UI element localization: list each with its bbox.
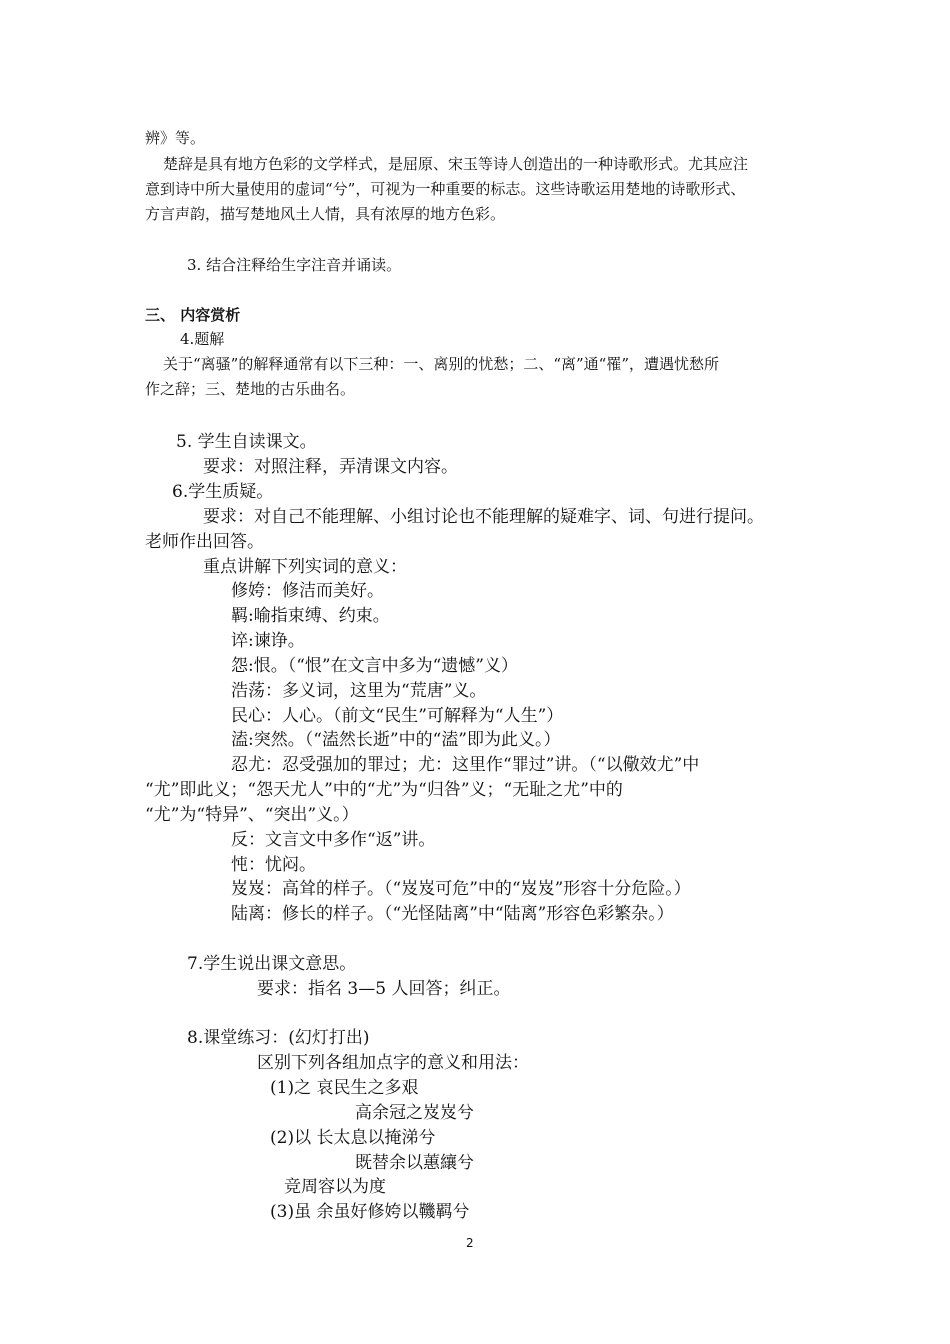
text-line: 老师作出回答。 [145,532,264,552]
page-number: 2 [466,1236,474,1250]
vocab-entry: 羁:喻指束缚、约束。 [231,606,390,626]
list-item: 7.学生说出课文意思。 [187,954,357,974]
text-line: 要求：指名 3—5 人回答；纠正。 [257,979,511,999]
text-line: 区别下列各组加点字的意义和用法： [257,1053,529,1073]
text-line: 方言声韵，描写楚地风土人情，具有浓厚的地方色彩。 [145,205,506,223]
list-item: 3. 结合注释给生字注音并诵读。 [187,256,402,274]
exercise-item: (2)以 长太息以掩涕兮 [270,1128,436,1148]
exercise-item: 既替余以蕙纕兮 [355,1153,474,1173]
vocab-entry: 怨:恨。（“恨”在文言中多为“遗憾”义） [231,656,518,676]
text-line: 要求：对自己不能理解、小组讨论也不能理解的疑难字、词、句进行提问。 [203,507,764,527]
vocab-entry: 陆离：修长的样子。（“光怪陆离”中“陆离”形容色彩繁杂。） [231,904,674,924]
exercise-item: (3)虽 余虽好修姱以鞿羁兮 [270,1202,470,1222]
text-line: 要求：对照注释，弄清课文内容。 [203,457,458,477]
vocab-entry: “尤”即此义；“怨天尤人”中的“尤”为“归咎”义；“无耻之尤”中的 [145,780,623,800]
section-heading: 三、 内容赏析 [145,306,241,324]
text-line: 意到诗中所大量使用的虚词“兮”，可视为一种重要的标志。这些诗歌运用楚地的诗歌形式、 [145,180,746,198]
vocab-entry: 忳：忧闷。 [231,855,316,875]
text-line: 楚辞是具有地方色彩的文学样式，是屈原、宋玉等诗人创造出的一种诗歌形式。尤其应注 [163,155,749,173]
sub-heading: 4.题解 [180,330,225,348]
vocab-entry: 溘:突然。（“溘然长逝”中的“溘”即为此义。） [231,730,561,750]
text-line: 重点讲解下列实词的意义： [203,557,407,577]
vocab-entry: 忍尤：忍受强加的罪过；尤：这里作“罪过”讲。（“以儆效尤”中 [231,755,700,775]
list-item: 8.课堂练习：(幻灯打出) [187,1028,370,1048]
vocab-entry: 谇:谏诤。 [231,631,305,651]
list-item: 6.学生质疑。 [172,482,274,502]
vocab-entry: 浩荡：多义词，这里为“荒唐”义。 [231,681,487,701]
text-line: 作之辞；三、楚地的古乐曲名。 [145,380,356,398]
text-line: 关于“离骚”的解释通常有以下三种：一、离别的忧愁；二、“离”通“罹”，遭遇忧愁所 [163,355,720,373]
exercise-item: (1)之 哀民生之多艰 [270,1078,419,1098]
text-line: 辨》等。 [145,129,206,147]
vocab-entry: 修姱：修洁而美好。 [231,581,384,601]
vocab-entry: 民心：人心。（前文“民生”可解释为“人生”） [231,706,564,726]
list-item: 5. 学生自读课文。 [176,432,317,452]
vocab-entry: 反：文言文中多作“返”讲。 [231,830,436,850]
exercise-item: 竞周容以为度 [284,1177,386,1197]
vocab-entry: 岌岌：高耸的样子。（“岌岌可危”中的“岌岌”形容十分危险。） [231,879,691,899]
vocab-entry: “尤”为“特异”、“突出”义。） [145,805,359,825]
exercise-item: 高余冠之岌岌兮 [355,1103,474,1123]
